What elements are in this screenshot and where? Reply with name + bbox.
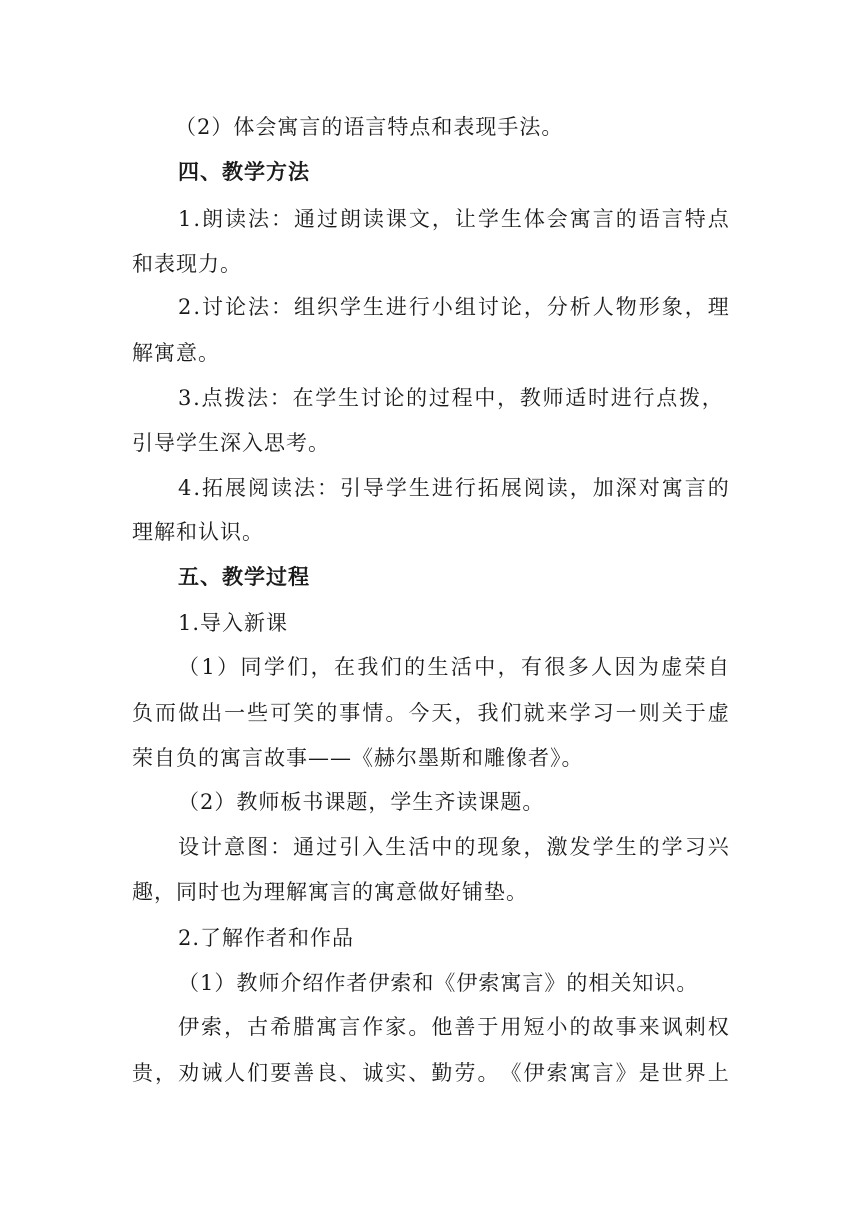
text-char: 适: [565, 386, 588, 410]
text-char: 生: [615, 835, 638, 859]
text-char: 多: [567, 655, 590, 679]
text-char: 意: [224, 835, 247, 859]
text-char: 学: [339, 295, 362, 319]
text-char: 分: [546, 295, 569, 319]
text-char: 索: [201, 1015, 224, 1039]
text-char: 学: [592, 835, 615, 859]
text-char: 事: [339, 701, 362, 725]
text-char: 点: [201, 386, 224, 410]
text-char: 善: [454, 1015, 477, 1039]
paragraph-line: [178, 1013, 730, 1041]
text-char: ，: [155, 1061, 178, 1085]
text-char: 活: [450, 655, 473, 679]
paragraph-line: [178, 474, 730, 502]
text-char: 言: [661, 207, 684, 231]
text-char: 的: [638, 835, 661, 859]
text-char: 用: [500, 1015, 523, 1039]
paragraph-line: [132, 1059, 730, 1087]
text-char: 行: [633, 386, 656, 410]
text-char: 就: [523, 701, 546, 725]
text-char: 要: [270, 1061, 293, 1085]
text-char: 讨: [477, 295, 500, 319]
text-char: ，: [684, 295, 707, 319]
text-char: 读: [270, 476, 293, 500]
text-char: 中: [474, 655, 497, 679]
text-char: 世: [661, 1061, 684, 1085]
text-char: 中: [431, 835, 454, 859]
text-char: 时: [588, 386, 611, 410]
text-char: 自: [708, 655, 730, 679]
text-char: 导: [362, 476, 385, 500]
text-char: 他: [431, 1015, 454, 1039]
text-char: 古: [247, 1015, 270, 1039]
text-char: 腊: [293, 1015, 316, 1039]
text-char: 权: [707, 1015, 730, 1039]
paragraph-line: 趣，同时也为理解寓言的寓意做好铺垫。: [132, 880, 528, 904]
text-char: 于: [684, 701, 707, 725]
text-char: 文: [408, 207, 431, 231]
text-char: 组: [454, 295, 477, 319]
text-char: 良: [316, 1061, 339, 1085]
text-char: 象: [500, 835, 523, 859]
text-char: 些: [247, 701, 270, 725]
paragraph-line: [132, 699, 730, 727]
section-heading-teaching-methods: 四、教学方法: [178, 160, 310, 184]
text-char: 生: [500, 207, 523, 231]
text-char: 寓: [569, 1061, 592, 1085]
text-char: 展: [225, 476, 248, 500]
paragraph-line: （2）体会寓言的语言特点和表现手法。: [175, 115, 564, 139]
text-char: 一: [224, 701, 247, 725]
text-char: 我: [477, 701, 500, 725]
text-char: 情: [362, 701, 385, 725]
text-char: 家: [385, 1015, 408, 1039]
text-char: 寓: [569, 207, 592, 231]
text-char: 我: [357, 655, 380, 679]
text-char: ：: [269, 386, 292, 410]
paragraph-line: 荣自负的寓言故事——《赫尔墨斯和雕像者》。: [132, 746, 584, 770]
text-char: ，: [497, 386, 520, 410]
text-char: 加: [592, 476, 615, 500]
text-char: 言: [339, 1015, 362, 1039]
text-char: 希: [270, 1015, 293, 1039]
text-char: 关: [661, 701, 684, 725]
text-char: 图: [247, 835, 270, 859]
text-char: 人: [224, 1061, 247, 1085]
text-char: 拓: [477, 476, 500, 500]
text-char: ：: [270, 295, 293, 319]
text-char: 发: [569, 835, 592, 859]
paragraph-line: 引导学生深入思考。: [132, 431, 330, 455]
text-char: 读: [362, 207, 385, 231]
text-char: 而: [155, 701, 178, 725]
text-char: 习: [592, 701, 615, 725]
text-char: 象: [661, 295, 684, 319]
text-char: 通: [293, 207, 316, 231]
text-char: 论: [500, 295, 523, 319]
text-char: 特: [684, 207, 707, 231]
text-char: 形: [638, 295, 661, 319]
text-char: 生: [362, 295, 385, 319]
text-char: 3: [178, 386, 193, 410]
text-char: 教: [519, 386, 542, 410]
text-char: 、: [339, 1061, 362, 1085]
text-char: 寓: [316, 1015, 339, 1039]
text-char: 刺: [684, 1015, 707, 1039]
text-char: 过: [316, 835, 339, 859]
text-char: 的: [454, 835, 477, 859]
text-char: 读: [225, 207, 248, 231]
text-char: 伊: [523, 1061, 546, 1085]
text-char: 出: [201, 701, 224, 725]
paragraph-line: 解寓意。: [132, 341, 220, 365]
text-char: 言: [592, 1061, 615, 1085]
text-char: 析: [569, 295, 592, 319]
text-char: ：: [270, 207, 293, 231]
text-char: 拨: [678, 386, 701, 410]
paragraph-line: 1.导入新课: [178, 611, 289, 635]
text-char: 诚: [362, 1061, 385, 1085]
text-char: 会: [546, 207, 569, 231]
text-char: 生: [408, 476, 431, 500]
text-char: ，: [569, 476, 592, 500]
text-char: 中: [474, 386, 497, 410]
paragraph-line: 和表现力。: [132, 252, 242, 276]
text-char: 计: [201, 835, 224, 859]
text-char: 在: [334, 655, 356, 679]
text-char: 的: [615, 207, 638, 231]
text-char: 过: [316, 207, 339, 231]
text-char: ，: [310, 655, 333, 679]
text-char: ，: [224, 1015, 247, 1039]
text-char: 一: [615, 701, 638, 725]
text-char: 法: [247, 386, 269, 410]
text-char: 引: [339, 835, 362, 859]
text-char: 索: [546, 1061, 569, 1085]
text-char: 来: [638, 1015, 661, 1039]
text-char: ，: [523, 835, 546, 859]
text-char: 拓: [202, 476, 225, 500]
paragraph-line: [178, 833, 730, 861]
text-char: 现: [477, 835, 500, 859]
text-char: 很: [544, 655, 567, 679]
text-char: 学: [385, 476, 408, 500]
text-char: 则: [638, 701, 661, 725]
text-char: 劝: [178, 1061, 201, 1085]
text-char: 是: [638, 1061, 661, 1085]
text-char: 织: [316, 295, 339, 319]
text-char: 拨: [224, 386, 247, 410]
text-char: 》: [615, 1061, 638, 1085]
text-char: 1: [178, 207, 193, 231]
text-char: ，: [497, 655, 520, 679]
text-char: 笑: [293, 701, 316, 725]
paragraph-line: （2）教师板书课题，学生齐读课题。: [178, 790, 545, 814]
text-char: ，: [454, 701, 477, 725]
text-char: 事: [615, 1015, 638, 1039]
text-char: 阅: [523, 476, 546, 500]
text-char: 朗: [339, 207, 362, 231]
text-char: 进: [431, 476, 454, 500]
text-char: 法: [248, 295, 270, 319]
text-char: 、: [408, 1061, 431, 1085]
text-char: 言: [684, 476, 707, 500]
text-char: 通: [293, 835, 316, 859]
text-char: 进: [610, 386, 633, 410]
text-char: 生: [337, 386, 360, 410]
text-char: 人: [592, 295, 615, 319]
text-char: 。: [408, 1015, 431, 1039]
paragraph-line: [178, 205, 730, 233]
text-char: 学: [477, 207, 500, 231]
text-char: 讨: [202, 295, 225, 319]
text-char: 做: [178, 701, 201, 725]
text-char: 诫: [201, 1061, 224, 1085]
text-char: .: [193, 476, 202, 500]
text-char: 论: [383, 386, 406, 410]
text-char: 荣: [684, 655, 707, 679]
text-char: 的: [404, 655, 427, 679]
paragraph-line: [178, 653, 730, 681]
text-char: 们: [380, 655, 403, 679]
text-char: 来: [546, 701, 569, 725]
text-char: 对: [638, 476, 661, 500]
text-char: 在: [292, 386, 315, 410]
text-char: 师: [542, 386, 565, 410]
text-char: 组: [293, 295, 316, 319]
text-char: 让: [454, 207, 477, 231]
text-char: 法: [248, 207, 270, 231]
text-char: 贵: [132, 1061, 154, 1085]
text-char: 学: [263, 655, 286, 679]
text-char: 展: [500, 476, 523, 500]
text-char: 的: [707, 476, 730, 500]
text-char: 2: [178, 295, 193, 319]
text-char: 的: [569, 1015, 592, 1039]
text-char: ）: [217, 655, 240, 679]
text-char: 因: [614, 655, 637, 679]
text-char: 程: [451, 386, 474, 410]
text-char: 寓: [661, 476, 684, 500]
paragraph-line: [178, 293, 730, 321]
text-char: 勤: [431, 1061, 454, 1085]
text-char: 点: [656, 386, 679, 410]
text-char: 们: [500, 701, 523, 725]
text-char: ，: [431, 207, 454, 231]
text-char: 短: [523, 1015, 546, 1039]
text-char: ，: [523, 295, 546, 319]
text-char: .: [193, 207, 202, 231]
text-char: 言: [592, 207, 615, 231]
text-char: 们: [247, 1061, 270, 1085]
text-char: 生: [427, 655, 450, 679]
text-char: 负: [132, 701, 154, 725]
text-char: 劳: [454, 1061, 477, 1085]
text-char: 设: [178, 835, 200, 859]
text-char: （: [178, 655, 200, 679]
text-char: 过: [428, 386, 451, 410]
text-char: 理: [707, 295, 730, 319]
section-heading-teaching-process: 五、教学过程: [178, 565, 310, 589]
text-char: 们: [287, 655, 310, 679]
text-char: 实: [385, 1061, 408, 1085]
text-char: 善: [293, 1061, 316, 1085]
text-char: 学: [315, 386, 338, 410]
text-char: 语: [638, 207, 661, 231]
text-char: 小: [431, 295, 454, 319]
paragraph-line: 2.了解作者和作品: [178, 926, 355, 950]
text-char: 故: [592, 1015, 615, 1039]
text-char: .: [193, 386, 201, 410]
text-char: 虚: [707, 701, 730, 725]
text-char: 小: [546, 1015, 569, 1039]
text-char: 天: [431, 701, 454, 725]
text-char: 激: [546, 835, 569, 859]
text-char: 生: [385, 835, 408, 859]
text-char: 上: [707, 1061, 730, 1085]
text-char: .: [193, 295, 202, 319]
text-char: 入: [362, 835, 385, 859]
text-char: 论: [225, 295, 248, 319]
text-char: ，: [701, 386, 724, 410]
text-char: 人: [591, 655, 614, 679]
text-char: 行: [454, 476, 477, 500]
text-char: 有: [521, 655, 543, 679]
text-char: 点: [707, 207, 730, 231]
text-char: 界: [684, 1061, 707, 1085]
text-char: 于: [477, 1015, 500, 1039]
text-char: 课: [385, 207, 408, 231]
text-char: 可: [270, 701, 293, 725]
text-char: 4: [178, 476, 193, 500]
text-char: 1: [201, 655, 216, 679]
text-char: 深: [615, 476, 638, 500]
text-char: ：: [316, 476, 339, 500]
text-char: 的: [316, 701, 339, 725]
text-char: 。: [385, 701, 408, 725]
text-char: 活: [408, 835, 431, 859]
text-char: 今: [408, 701, 431, 725]
text-char: 为: [637, 655, 660, 679]
text-char: 学: [569, 701, 592, 725]
text-char: 学: [661, 835, 684, 859]
text-char: 讽: [661, 1015, 684, 1039]
paragraph-line: [178, 384, 724, 412]
paragraph-line: 理解和认识。: [132, 520, 264, 544]
text-char: 作: [362, 1015, 385, 1039]
text-char: 读: [546, 476, 569, 500]
text-char: 引: [339, 476, 362, 500]
text-char: 伊: [178, 1015, 200, 1039]
text-char: 虚: [661, 655, 684, 679]
text-char: 物: [615, 295, 638, 319]
paragraph-line: （1）教师介绍作者伊索和《伊索寓言》的相关知识。: [178, 971, 699, 995]
text-char: 的: [406, 386, 429, 410]
text-char: 法: [293, 476, 316, 500]
text-char: 阅: [248, 476, 270, 500]
text-char: 同: [240, 655, 263, 679]
text-char: 兴: [707, 835, 730, 859]
text-char: 进: [385, 295, 408, 319]
text-char: ：: [270, 835, 293, 859]
text-char: 行: [408, 295, 431, 319]
text-char: 体: [523, 207, 546, 231]
text-char: 。: [477, 1061, 500, 1085]
text-char: 朗: [202, 207, 225, 231]
text-char: 习: [684, 835, 707, 859]
text-char: 《: [500, 1061, 523, 1085]
text-char: 讨: [360, 386, 383, 410]
